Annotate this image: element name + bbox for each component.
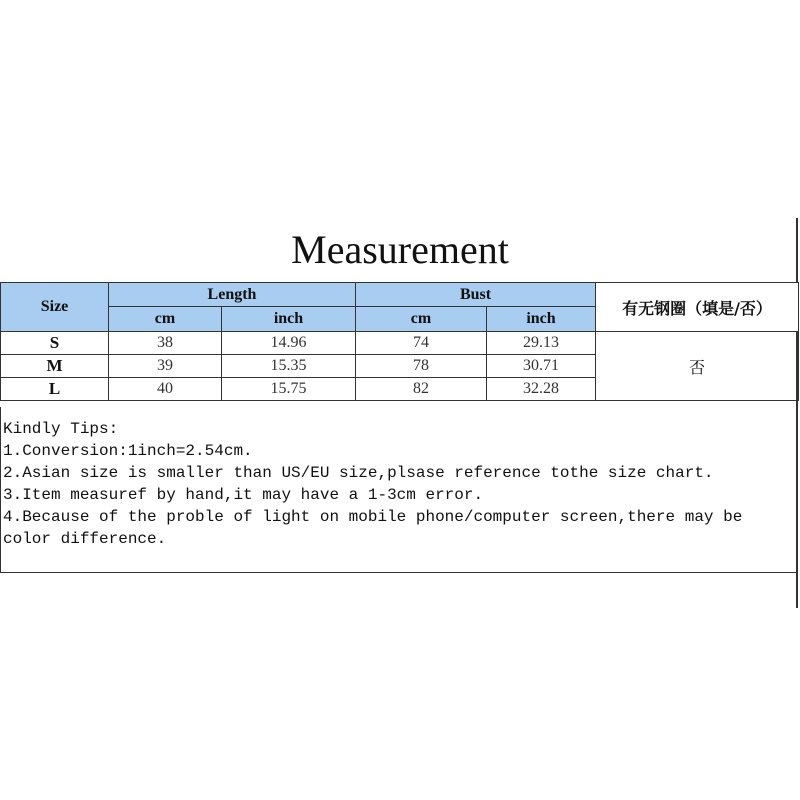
- table-row: [1, 332, 799, 355]
- table-cell: 15.35: [222, 355, 356, 378]
- table-cell: 39: [109, 355, 222, 378]
- table-cell: 74: [356, 332, 487, 355]
- tip-item: 4.Because of the proble of light on mobile phone/computer screen,there may be color difference.: [3, 508, 752, 548]
- unit-header: cm: [109, 307, 222, 332]
- table-cell: 29.13: [487, 332, 596, 355]
- kindly-tips: [0, 407, 798, 573]
- unit-header: cm: [356, 307, 487, 332]
- table-cell: 14.96: [222, 332, 356, 355]
- page-title: Measurement: [291, 227, 509, 272]
- tip-item: 3.Item measuref by hand,it may have a 1-3cm error.: [3, 486, 484, 504]
- underwire-value: 否: [596, 332, 799, 401]
- table-cell: 82: [356, 378, 487, 401]
- table-cell: 38: [109, 332, 222, 355]
- header-row-groups: [1, 283, 799, 307]
- size-cell: L: [1, 378, 109, 401]
- length-header: Length: [109, 283, 356, 307]
- unit-header: inch: [222, 307, 356, 332]
- tip-item: 2.Asian size is smaller than US/EU size,plsase reference tothe size chart.: [3, 464, 714, 482]
- unit-header: inch: [487, 307, 596, 332]
- tips-heading: Kindly Tips:: [3, 420, 119, 438]
- table-cell: 40: [109, 378, 222, 401]
- measurement-table: [0, 282, 799, 401]
- table-cell: 32.28: [487, 378, 596, 401]
- size-cell: M: [1, 355, 109, 378]
- table-cell: 15.75: [222, 378, 356, 401]
- underwire-header: 有无钢圈（填是/否）: [596, 283, 799, 332]
- table-cell: 30.71: [487, 355, 596, 378]
- table-cell: 78: [356, 355, 487, 378]
- bust-header: Bust: [356, 283, 596, 307]
- size-cell: S: [1, 332, 109, 355]
- tip-item: 1.Conversion:1inch=2.54cm.: [3, 442, 253, 460]
- size-header: Size: [1, 283, 109, 332]
